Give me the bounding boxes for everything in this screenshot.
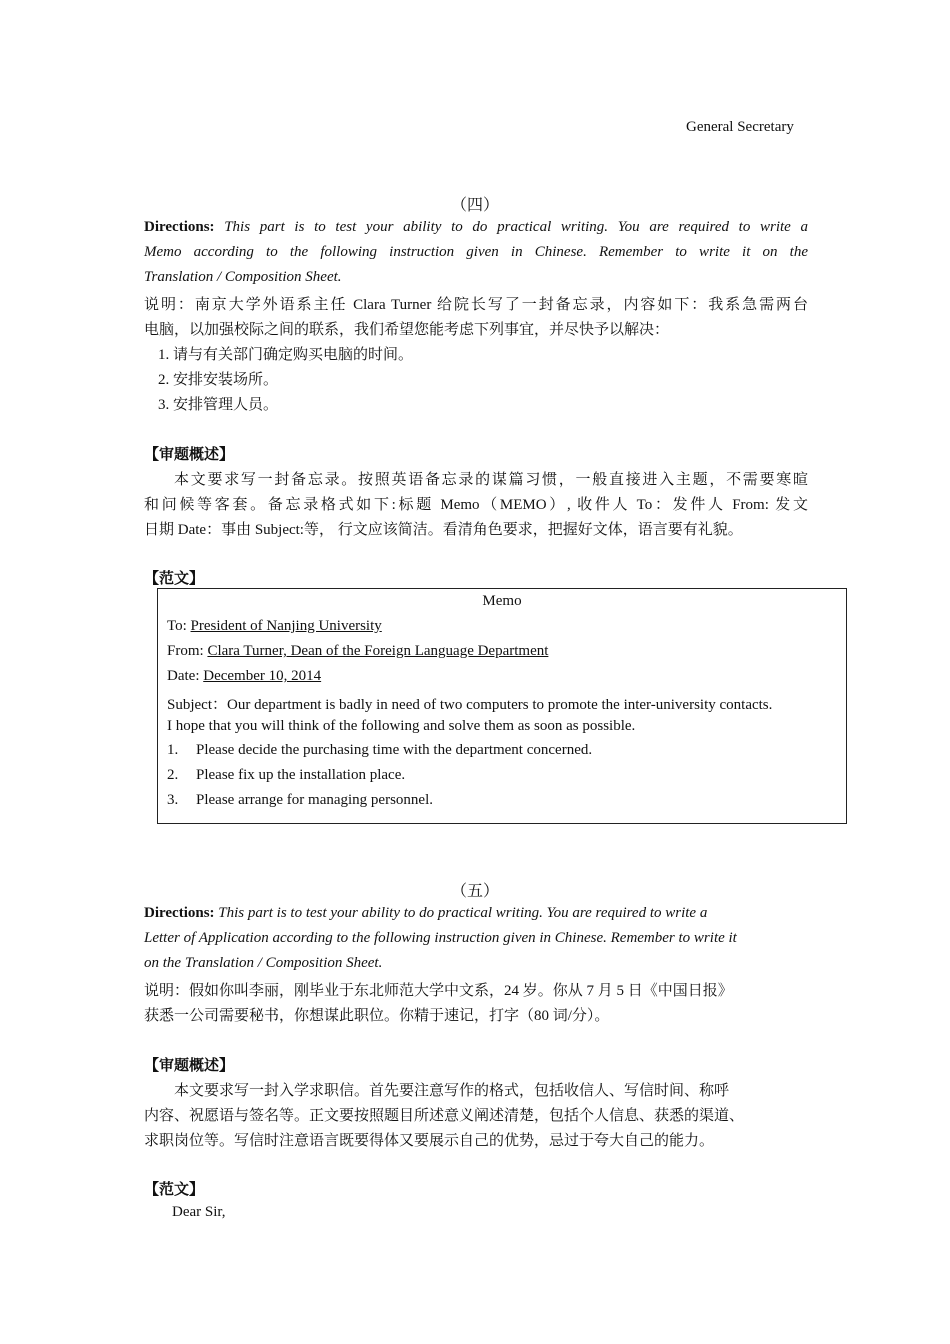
directions-text: Translation / Composition Sheet. [144, 269, 342, 285]
memo-item-text: Please fix up the installation place. [196, 767, 406, 783]
section-4-instruction-line-2: 电脑，以加强校际之间的联系，我们希望您能考虑下列事宜，并尽快予以解决： [144, 322, 670, 338]
section-4-instruction-line-1: 说明：南京大学外语系主任 Clara Turner 给院长写了一封备忘录，内容如下：我系急需两台 [144, 297, 808, 313]
memo-item-number: 2. [167, 767, 179, 783]
directions-text: This part is to test your ability to do practical writing. You are required to write a [224, 219, 808, 235]
memo-item-number: 1. [167, 742, 179, 758]
directions-text: on the Translation / Composition Sheet. [144, 955, 383, 971]
directions-text: Letter of Application according to the following instruction given in Chinese. Remember to write it [144, 930, 737, 946]
memo-item-2 [167, 767, 405, 784]
memo-item-number: 3. [167, 792, 179, 808]
section-4-item-1: 1. 请与有关部门确定购买电脑的时间。 [158, 347, 414, 363]
letter-salutation: Dear Sir, [172, 1204, 226, 1220]
directions-label: Directions: [144, 219, 215, 235]
directions-text: Memo according to the following instruction given in Chinese. Remember to write it on the [144, 244, 808, 260]
memo-date-line [167, 668, 321, 685]
memo-from-label: From: [167, 643, 208, 659]
memo-item-1 [167, 742, 592, 759]
section-5-instruction-line-1: 说明：假如你叫李丽，刚毕业于东北师范大学中文系，24 岁。你从 7 月 5 日《中国日报》 [144, 983, 733, 999]
memo-subject-line: Subject：Our department is badly in need of two computers to promote the inter-university contacts. [167, 697, 773, 713]
section-5-directions-line-1 [144, 905, 808, 922]
memo-item-text: Please decide the purchasing time with the department concerned. [196, 742, 593, 758]
memo-from-value: Clara Turner, Dean of the Foreign Language Department [207, 643, 549, 659]
section-5-directions-line-2 [144, 930, 808, 947]
section-4-sample-heading: 【范文】 [144, 571, 205, 587]
section-5-title: （五） [450, 883, 499, 900]
section-4-analysis-line-1: 本文要求写一封备忘录。按照英语备忘录的谋篇习惯，一般直接进入主题，不需要寒暄 [174, 472, 808, 488]
section-4-analysis-line-2: 和问候等客套。备忘录格式如下:标题 Memo（MEMO）, 收件人 To：发件人 From: 发文 [144, 497, 808, 513]
section-4-analysis-heading: 【审题概述】 [144, 447, 235, 463]
memo-to-label: To: [167, 618, 191, 634]
section-4-item-2: 2. 安排安装场所。 [158, 372, 279, 388]
section-4-directions-line-2 [144, 244, 808, 261]
section-5-analysis-heading: 【审题概述】 [144, 1058, 235, 1074]
memo-body-line: I hope that you will think of the following and solve them as soon as possible. [167, 718, 636, 734]
section-4-title: （四） [450, 197, 499, 214]
memo-date-label: Date: [167, 668, 204, 684]
section-4-directions-line-3 [144, 269, 808, 286]
section-5-instruction-line-2: 获悉一公司需要秘书，你想谋此职位。你精于速记，打字（80 词/分）。 [144, 1008, 610, 1024]
signature-general-secretary: General Secretary [686, 119, 794, 135]
section-4-analysis-line-3: 日期 Date：事由 Subject:等， 行文应该简洁。看清角色要求，把握好文体，语言要有礼貌。 [144, 522, 743, 538]
memo-date-value: December 10, 2014 [203, 668, 322, 684]
memo-to-line [167, 618, 382, 635]
memo-to-value: President of Nanjing University [190, 618, 382, 634]
memo-item-text: Please arrange for managing personnel. [196, 792, 433, 808]
section-5-sample-heading: 【范文】 [144, 1182, 205, 1198]
section-5-analysis-line-1: 本文要求写一封入学求职信。首先要注意写作的格式，包括收信人、写信时间、称呼 [174, 1083, 730, 1099]
memo-sample-box [157, 588, 847, 824]
section-5-analysis-line-2: 内容、祝愿语与签名等。正文要按照题目所述意义阐述清楚，包括个人信息、获悉的渠道、 [144, 1108, 745, 1124]
section-4-directions-line-1 [144, 219, 808, 236]
directions-label: Directions: [144, 905, 215, 921]
directions-text: This part is to test your ability to do practical writing. You are required to write a [218, 905, 708, 921]
memo-title: Memo [482, 593, 522, 609]
memo-item-3 [167, 792, 433, 809]
section-5-directions-line-3 [144, 955, 808, 972]
memo-from-line [167, 643, 548, 660]
section-4-item-3: 3. 安排管理人员。 [158, 397, 279, 413]
section-5-analysis-line-3: 求职岗位等。写信时注意语言既要得体又要展示自己的优势，忌过于夸大自己的能力。 [144, 1133, 715, 1149]
